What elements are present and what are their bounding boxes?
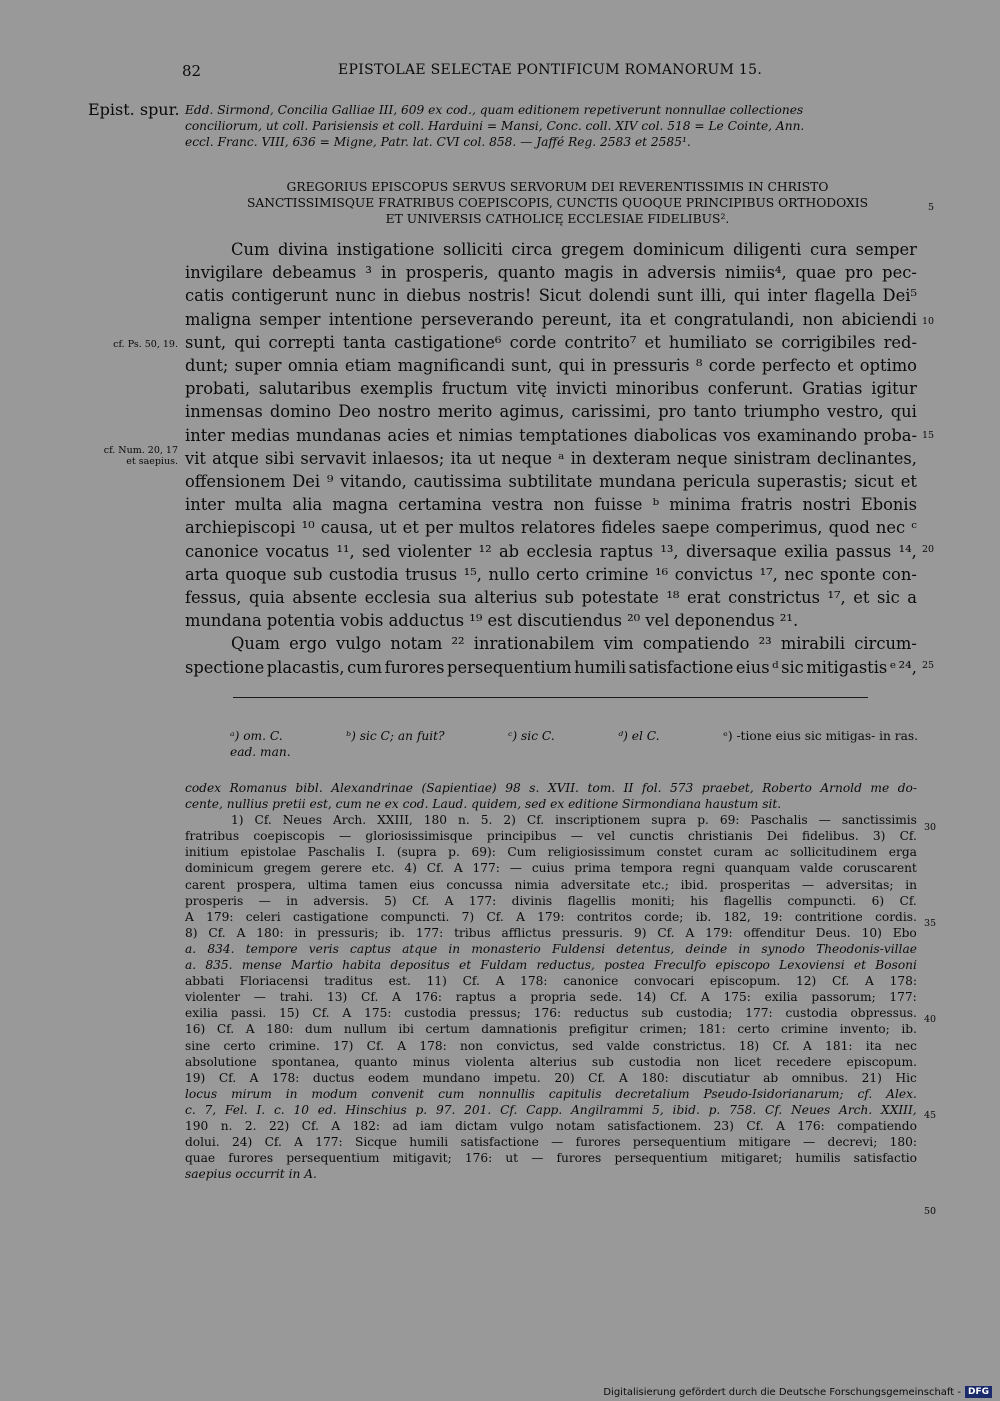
note-line: dolui. 24) Cf. A 177: Sicque humili satisfactione — furores persequentium mitigare — decrevi; 180: (185, 1135, 917, 1150)
note-line: 8) Cf. A 180: in pressuris; ib. 177: tribus afflictus pressuris. 9) Cf. A 179: offenditur Deus. 10) Ebo (185, 925, 917, 940)
text-line: spectione placastis, cum furores persequentium humili satisfactione eius ᵈ sic mitigastis ᵉ ²⁴, (185, 657, 917, 677)
text-line: Quam ergo vulgo notam ²² inrationabilem vim compatiendo ²³ mirabili circum- (231, 634, 917, 654)
note-line: exilia passi. 15) Cf. A 175: custodia pressus; 176: reductus sub custodia; 177: custodia obpressus. (185, 1006, 917, 1021)
note-line: 190 n. 2. 22) Cf. A 182: ad iam dictam vulgo notam satisfactionem. 23) Cf. A 176: compatiendo (185, 1118, 917, 1133)
text-line: archiepiscopi ¹⁰ causa, ut et per multos relatores fideles saepe comperimus, quod nec ᶜ (185, 518, 917, 538)
line-number: 30 (924, 822, 937, 833)
note-line: a. 834. tempore veris captus atque in monasterio Fuldensi detentus, deinde in synodo Theodonis-villae (185, 941, 917, 956)
note-line: 16) Cf. A 180: dum nullum ibi certum damnationis prefigitur crimen; 181: certo crimine invento; ib. (185, 1022, 917, 1037)
text-line: mundana potentia vobis adductus ¹⁹ est discutiendus ²⁰ vel deponendus ²¹. (185, 611, 799, 631)
text-line: arta quoque sub custodia trusus ¹⁵, nullo certo crimine ¹⁶ convictus ¹⁷, nec sponte con- (185, 564, 917, 584)
note-line: initium epistolae Paschalis I. (supra p. 69): Cum religiosissimum constet curam ac sollicitudinem erga (185, 845, 917, 860)
footnote-rule (233, 697, 868, 698)
line-number: 10 (922, 316, 935, 327)
note-line: A 179: celeri castigatione compuncti. 7) Cf. A 179: contritos corde; ib. 182, 19: contritione cordis. (185, 909, 917, 924)
line-number: 5 (928, 202, 935, 213)
note-line: saepius occurrit in A. (185, 1167, 317, 1182)
critical-apparatus (230, 728, 918, 760)
apparatus-d: ᵈ) el C. (618, 729, 660, 743)
text-line: inter medias mundanas acies et nimias temptationes diabolicas vos examinando proba- (185, 425, 917, 445)
footnotes (185, 780, 917, 1182)
margin-ref-numbers (80, 445, 178, 467)
text-line: fessus, quia absente ecclesia sua alterius sub potestate ¹⁸ erat constrictus ¹⁷, et sic a (185, 588, 917, 608)
apparatus-e: ᵉ) -tione eius sic mitigas- in ras. (723, 729, 918, 743)
line-number: 40 (924, 1014, 937, 1025)
margin-label: Epist. spur. (88, 100, 180, 119)
line-number: 25 (922, 660, 935, 671)
text-line: inter multa alia magna certamina vestra non fuisse ᵇ minima fratris nostri Ebonis (185, 495, 917, 515)
note-line: prosperis — in adversis. 5) Cf. A 177: divinis flagellis moniti; his flagellis compuncti. 6) Cf. (185, 893, 917, 908)
margin-ref-psalm: cf. Ps. 50, 19. (113, 339, 178, 350)
note-line: 19) Cf. A 178: ductus eodem mundano impetu. 20) Cf. A 180: discutiatur ab omnibus. 21) Hic (185, 1070, 917, 1085)
note-line: fratribus coepiscopis — gloriosissimisque principibus — vel cunctis christianis Dei fidelibus. 3) Cf. (185, 829, 917, 844)
text-line: vit atque sibi servavit inlaesos; ita ut neque ᵃ in dexteram neque sinistram declinantes, (185, 448, 917, 468)
apparatus-a: ᵃ) om. C. (230, 729, 283, 743)
text-line: inmensas domino Deo nostro merito agimus, carissimi, pro tanto triumpho vestro, qui (185, 402, 917, 422)
salutation-line: ET UNIVERSIS CATHOLICĘ ECCLESIAE FIDELIBUS². (385, 212, 730, 226)
salutation-line: SANCTISSIMISQUE FRATRIBUS COEPISCOPIS, CUNCTIS QUOQUE PRINCIPIBUS ORTHODOXIS (246, 196, 869, 210)
salutation-line: GREGORIUS EPISCOPUS SERVUS SERVORUM DEI REVERENTISSIMIS IN CHRISTO (286, 180, 829, 194)
credit-text: Digitalisierung gefördert durch die Deutsche Forschungsgemeinschaft - (603, 1386, 961, 1398)
text-line: invigilare debeamus ³ in prosperis, quanto magis in adversis nimiis⁴, quae pro pec- (185, 263, 917, 283)
apparatus-row (230, 728, 918, 744)
note-line: c. 7, Fel. I. c. 10 ed. Hinschius p. 97. 201. Cf. Capp. Angilrammi 5, ibid. p. 758. Cf. Neues Arch. XXIII, (185, 1102, 917, 1117)
note-line: sine certo crimine. 17) Cf. A 178: non convictus, sed valde constrictus. 18) Cf. A 181: ita nec (185, 1038, 917, 1053)
line-number: 15 (922, 430, 935, 441)
editions-note (185, 102, 917, 150)
page-number: 82 (182, 62, 202, 80)
text-line: offensionem Dei ⁹ vitando, cautissima subtilitate mundana pericula superastis; sicut et (185, 472, 917, 492)
apparatus-e-cont: ead. man. (230, 745, 291, 759)
line-number: 45 (924, 1110, 937, 1121)
apparatus-c: ᶜ) sic C. (508, 729, 555, 743)
margin-ref-line: et saepius. (126, 456, 178, 467)
line-number: 35 (924, 918, 937, 929)
digitization-credit (603, 1386, 992, 1398)
editions-line: Edd. Sirmond, Concilia Galliae III, 609 ex cod., quam editionem repetiverunt nonnullae collectiones (185, 103, 804, 117)
note-line: abbati Floriacensi traditus est. 11) Cf. A 178: canonice convocari episcopum. 12) Cf. A 178: (185, 974, 917, 989)
line-number: 20 (922, 544, 935, 555)
note-line: cente, nullius pretii est, cum ne ex cod. Laud. quidem, sed ex editione Sirmondiana haustum sit. (185, 797, 782, 812)
text-line: dunt; super omnia etiam magnificandi sunt, qui in pressuris ⁸ corde perfecto et optimo (185, 356, 917, 376)
salutation (185, 179, 930, 227)
text-line: Cum divina instigatione solliciti circa gregem dominicum diligenti cura semper (231, 240, 917, 259)
margin-ref-line: cf. Num. 20, 17 (103, 445, 178, 456)
editions-line: eccl. Franc. VIII, 636 = Migne, Patr. lat. CVI col. 858. — Jaffé Reg. 2583 et 2585¹. (185, 135, 691, 149)
note-line: violenter — trahi. 13) Cf. A 176: raptus a propria sede. 14) Cf. A 175: exilia passorum; 177: (185, 990, 917, 1005)
apparatus-b: ᵇ) sic C; an fuit? (346, 729, 445, 743)
text-line: sunt, qui correpti tanta castigatione⁶ corde contrito⁷ et humiliato se corrigibiles red- (185, 332, 917, 352)
text-line: maligna semper intentione perseverando pereunt, ita et congratulandi, non abiciendi (185, 309, 917, 329)
note-line: codex Romanus bibl. Alexandrinae (Sapientiae) 98 s. XVII. tom. II fol. 573 praebet, Roberto Arnold me do- (185, 781, 917, 795)
dfg-logo: DFG (965, 1386, 992, 1398)
text-line: canonice vocatus ¹¹, sed violenter ¹² ab ecclesia raptus ¹³, diversaque exilia passus ¹⁴, (185, 541, 917, 561)
text-line: probati, salutaribus exemplis fructum vitę invicti minoribus conferunt. Gratias igitur (185, 379, 917, 399)
main-text (185, 238, 917, 679)
note-line: quae furores persequentium mitigavit; 176: ut — furores persequentium mitigaret; humilis satisfactio (185, 1151, 917, 1166)
editions-line: conciliorum, ut coll. Parisiensis et coll. Harduini = Mansi, Conc. coll. XIV col. 518 = Le Cointe, Ann. (185, 119, 805, 133)
text-line: catis contigerunt nunc in diebus nostris! Sicut dolendi sunt illi, qui inter flagella Dei⁵ (185, 286, 917, 306)
note-line: dominicum gregem gerere etc. 4) Cf. A 177: — cuius prima tempora regni quanquam valde coruscarent (185, 861, 917, 876)
note-line: 1) Cf. Neues Arch. XXIII, 180 n. 5. 2) Cf. inscriptionem supra p. 69: Paschalis — sanctissimis (231, 813, 917, 828)
running-title: EPISTOLAE SELECTAE PONTIFICUM ROMANORUM 15. (338, 62, 763, 78)
note-line: a. 835. mense Martio habita depositus et Fuldam reductus, postea Freculfo episcopo Lexoviensi et Bosoni (185, 958, 917, 973)
note-line: absolutione spontanea, quanto minus violenta alterius sub custodia non licet recedere episcopum. (185, 1054, 917, 1069)
note-line: locus mirum in modum convenit cum nonnullis capitulis decretalium Pseudo-Isidorianarum; cf. Alex. (185, 1086, 917, 1101)
line-number: 50 (924, 1206, 937, 1217)
note-line: carent prospera, ultima tamen eius concussa nimia adversitate etc.; ibid. prosperitas — adversitas; in (185, 877, 917, 892)
